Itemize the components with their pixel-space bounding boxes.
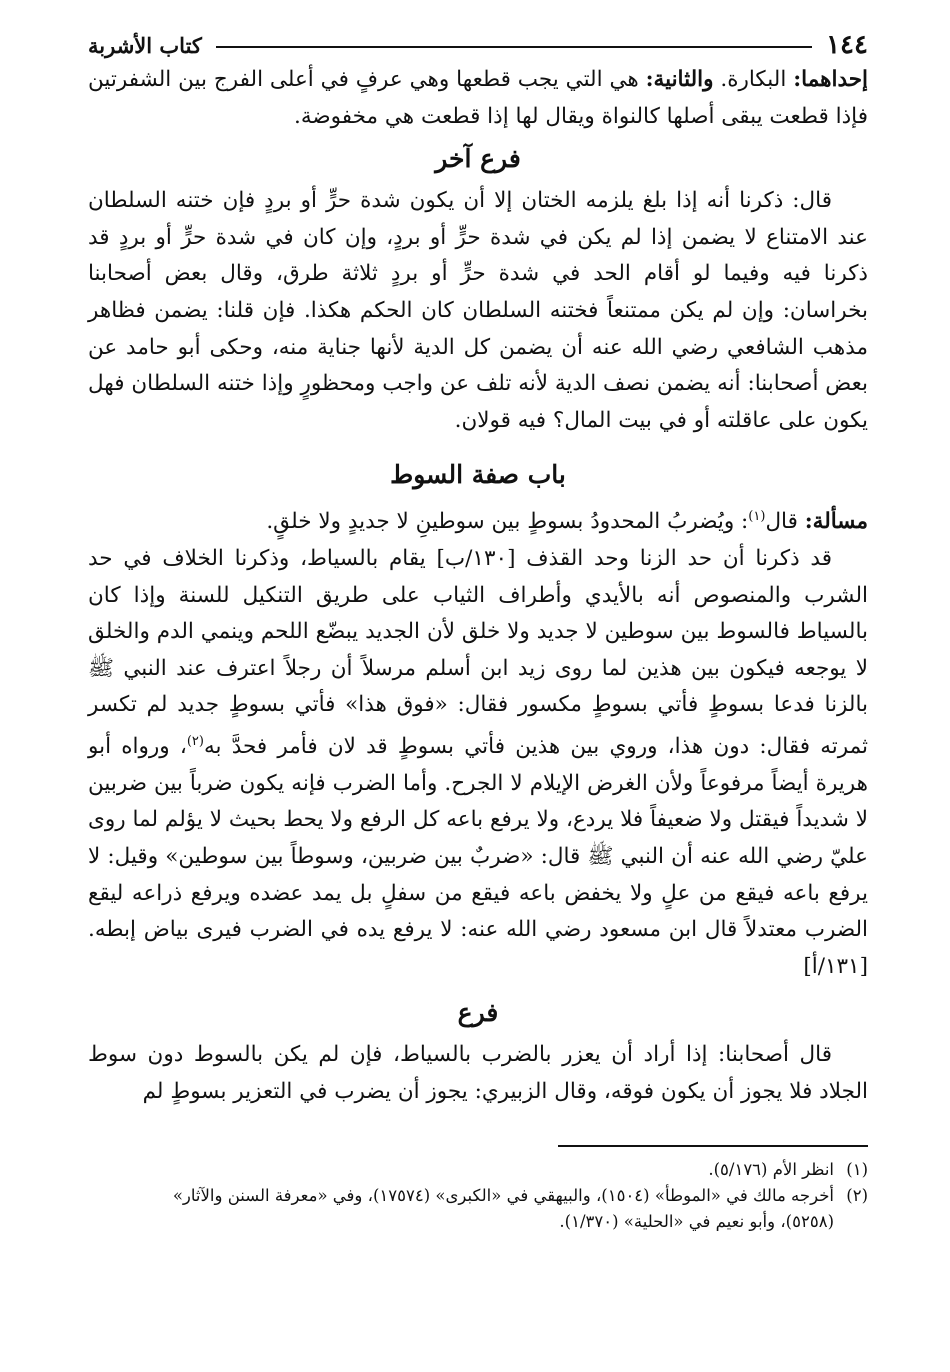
section-heading-far-akhar: فرع آخر: [435, 144, 521, 174]
chapter-heading-sifat-al-sawt: باب صفة السوط: [390, 460, 566, 490]
far-paragraph: قال أصحابنا: إذا أراد أن يعزر بالضرب بالسياط، فإن لم يكن بالسوط دون سوط الجلاد فلا يجوز أن يكون فوقه، وقال الزبيري: يجوز أن يضرب في التعزير بسوطٍ لم: [88, 1042, 868, 1104]
page-number: ١٤٤: [826, 30, 868, 60]
masala-paragraph: [88, 499, 868, 541]
intro-lead-1: إحداهما:: [793, 67, 868, 92]
footnote-2: [88, 1183, 868, 1209]
footnote-1-number: (١): [846, 1159, 868, 1179]
footnote-1-text: انظر الأم (٥/١٧٦).: [708, 1159, 834, 1179]
footnote-ref-2: (٢): [186, 734, 204, 750]
footnote-2-number: (٢): [846, 1185, 868, 1205]
masala-text-a: قال: [765, 509, 805, 535]
page-header: [88, 28, 868, 62]
intro-lead-2: والثانية:: [645, 67, 714, 92]
header-rule: [216, 46, 812, 48]
intro-text-2: هي التي يجب قطعها وهي عرفٍ في أعلى الفرج بين الشفرتين فإذا قطعت يبقى أصلها كالنواة ويقال لها إذا قطعت هي مخفوضة.: [88, 67, 868, 129]
intro-paragraph: [88, 62, 868, 135]
book-title: كتاب الأشربة: [88, 32, 202, 58]
sawt-paragraph: [88, 541, 868, 985]
sawt-text-a: قد ذكرنا أن حد الزنا وحد القذف [١٣٠/ب] يقام بالسياط، وذكرنا الخلاف في حد الشرب والمنصوص أنه بالأيدي وأطراف الثياب على طريق التنكيل للسنة وإذا كان بالسياط فالسوط بين سوطين لا جديد ولا خلق لأن الجديد يبضّع اللحم وينمي الدم والخلق لا يوجعه فيكون بين هذين لما روى زيد ابن أسلم مرسلاً أن رجلاً اعترف عند النبي ﷺ بالزنا فدعا بسوطٍ فأتي بسوطٍ مكسور فقال: «فوق هذا» فأتي بسوطٍ جديد لم تكسر ثمرته فقال: دون هذا، وروي بين هذين فأتي بسوطٍ قد لان فأمر فحدَّ به: [88, 546, 868, 760]
far-akhar-paragraph: قال: ذكرنا أنه إذا بلغ يلزمه الختان إلا أن يكون شدة حرٍّ أو بردٍ فإن ختنه السلطان عند الامتناع لا يضمن إذا لم يكن في شدة حرٍّ أو بردٍ، وإن كان في شدة حرٍّ أو بردٍ قد ذكرنا فيه وفيما لو أقام الحد في شدة حرٍّ أو بردٍ ثلاثة طرق، وقال بعض أصحابنا بخراسان: وإن لم يكن ممتنعاً فختنه السلطان كان الحكم هكذا. فإن قلنا: يضمن فظاهر مذهب الشافعي رضي الله عنه أن يضمن كل الدية لأنها جناية منه، وحكى أبو حامد عن بعض أصحابنا: أنه يضمن نصف الدية لأنه تلف عن واجب ومحظورٍ وإذا ختنه السلطان فهل يكون على عاقلته أو في بيت المال؟ فيه قولان.: [88, 188, 868, 433]
masala-lead: مسألة:: [804, 509, 868, 535]
sawt-text-b: ، ورواه أبو هريرة أيضاً مرفوعاً ولأن الغرض الإيلام لا الجرح. وأما الضرب فإنه يكون ضرباً بين ضربين لا شديداً فيقتل ولا ضعيفاً فلا يردع، ولا يرفع باعه كل الرفع ولا يحط بحيث لا يؤلم لما روى عليّ رضي الله عنه أن النبي ﷺ قال: «ضربٌ بين ضربين، وسوطاً بين سوطين» وقيل: لا يرفع باعه فيقع من علٍ ولا يخفض باعه فيقع من سفلٍ بل يمد عضده ويرفع ذراعه ليقع الضرب معتدلاً قال ابن مسعود رضي الله عنه: لا يرفع يده في الضرب فيرى بياض إبطه. [١٣١/أ]: [88, 734, 868, 979]
masala-text-b: : ويُضربُ المحدودُ بسوطٍ بين سوطينِ لا جديدٍ ولا خلقٍ.: [266, 509, 749, 535]
footnote-1: [88, 1157, 868, 1183]
footnote-2-continuation: (٥٢٥٨)، وأبو نعيم في «الحلية» (١/٣٧٠).: [559, 1211, 834, 1231]
intro-text-1: البكارة.: [713, 67, 794, 92]
footnote-ref-1: (١): [748, 509, 766, 525]
footnote-rule: [558, 1145, 868, 1147]
book-page: [88, 28, 868, 1235]
footnote-2-line-1: أخرجه مالك في «الموطأ» (١٥٠٤)، والبيهقي في «الكبرى» (١٧٥٧٤)، وفي «معرفة السنن والآثار»: [172, 1185, 834, 1205]
section-heading-far: فرع: [457, 998, 499, 1028]
